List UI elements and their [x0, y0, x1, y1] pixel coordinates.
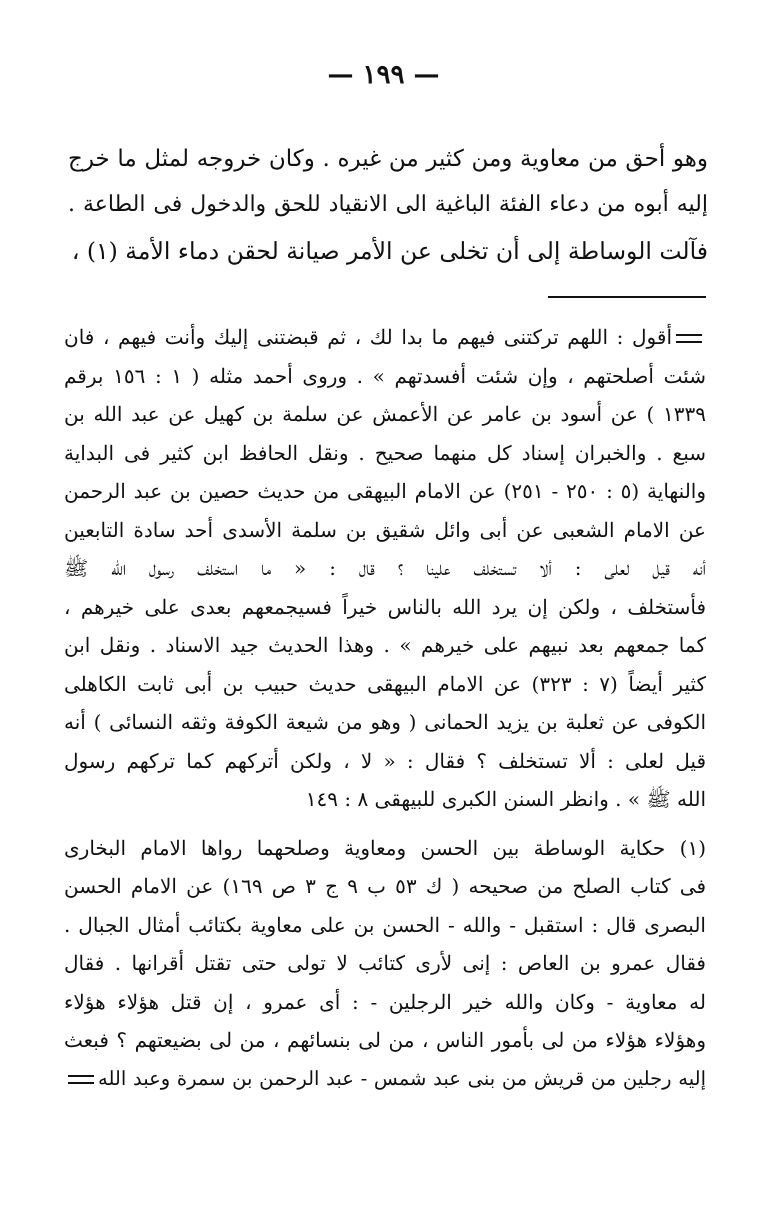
footnote-line-text: أقول : اللهم تركتنى فيهم ما بدا لك ، ثم قبضتنى إليك وأنت فيهم ، فان [64, 325, 672, 349]
page-number: — ١٩٩ — [327, 60, 440, 90]
footnote-line: شئت أصلحتهم ، وإن شئت أفسدتهم » . وروى أحمد مثله ( ١ : ١٥٦ برقم [64, 363, 706, 388]
footnote-line [64, 318, 706, 357]
footnote-line: كما جمعهم بعد نبيهم على خيرهم » . وهذا الحديث جيد الاسناد . ونقل ابن [64, 633, 706, 657]
footnote-1-line [64, 1060, 706, 1099]
footnote-gap [64, 819, 706, 829]
footnote-line: والنهاية (٥ : ٢٥٠ - ٢٥١) عن الامام البيهقى من حديث حصين بن عبد الرحمن [64, 479, 706, 503]
footnote-line: ١٣٣٩ ) عن أسود بن عامر عن الأعمش عن سلمة بن كهيل عن عبد الله بن [64, 402, 706, 426]
main-text-line: إليه أبوه من دعاء الفئة الباغية الى الانقياد للحق والدخول فى الطاعة . [68, 192, 708, 217]
main-text-line: وهو أحق من معاوية ومن كثير من غيره . وكان خروجه لمثل ما خرج [68, 146, 708, 172]
footnote-1-line: له معاوية - وكان والله خير الرجلين - : أى عمرو ، إن قتل هؤلاء هؤلاء [64, 989, 706, 1014]
continuation-mark [68, 1075, 94, 1084]
footnote-line: أنه قيل لعلى : ألا تستخلف علينا ؟ قال : « ما استخلف رسول الله ﷺ [64, 556, 706, 580]
footnote-1-line: فقال عمرو بن العاص : إنى لأرى كتائب لا تولى حتى تقتل أقرانها . فقال [64, 951, 706, 975]
footnote-1-line: البصرى قال : استقبل - والله - الحسن بن على معاوية بكتائب أمثال الجبال . [64, 912, 706, 937]
footnote-line: الكوفى عن ثعلبة بن يزيد الحمانى ( وهو من شيعة الكوفة وثقه النسائى ) أنه [64, 710, 706, 734]
continuation-mark [676, 334, 702, 343]
footnote-line: الله ﷺ » . وانظر السنن الكبرى للبيهقى ٨ : ١٤٩ [305, 787, 706, 811]
footnote-1-line: (١) حكاية الوساطة بين الحسن ومعاوية وصلحهما رواها الامام البخارى [64, 835, 706, 860]
footnote-line: كثير أيضاً (٧ : ٣٢٣) عن الامام البيهقى حديث حبيب بن أبى ثابت الكاهلى [64, 671, 706, 696]
main-text-block [68, 136, 708, 274]
footnote-line: فأستخلف ، ولكن إن يرد الله بالناس خيراً فسيجمعهم بعدى على خيرهم ، [64, 594, 706, 619]
footnote-line: سبع . والخبران إسناد كل منهما صحيح . ونقل الحافظ ابن كثير فى البداية [64, 440, 706, 465]
footnotes-block [64, 318, 706, 1098]
footnote-1-line: فى كتاب الصلح من صحيحه ( ك ٥٣ ب ٩ ج ٣ ص ١٦٩) عن الامام الحسن [64, 874, 706, 898]
footnote-line-text: إليه رجلين من قريش من بنى عبد شمس - عبد الرحمن بن سمرة وعبد الله [98, 1066, 706, 1090]
footnote-1-line: وهؤلاء هؤلاء من لى بأمور الناس ، من لى بنسائهم ، من لى بضيعتهم ؟ فبعث [64, 1028, 706, 1052]
footnote-line: قيل لعلى : ألا تستخلف ؟ فقال : « لا ، ولكن أتركهم كما تركهم رسول [64, 748, 706, 773]
footnote-separator [548, 296, 706, 298]
footnote-line: عن الامام الشعبى عن أبى وائل شقيق بن سلمة الأسدى أحد سادة التابعين [64, 517, 706, 542]
main-text-line: فآلت الوساطة إلى أن تخلى عن الأمر صيانة لحقن دماء الأمة (١) ، [71, 237, 708, 265]
